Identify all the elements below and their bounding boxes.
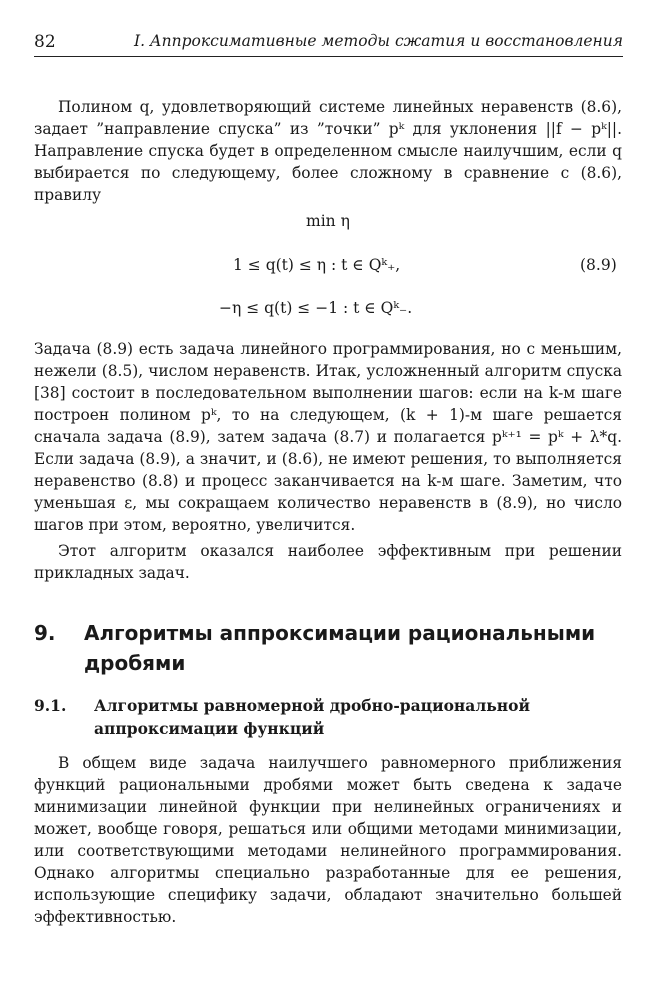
page-number: 82 bbox=[34, 32, 56, 52]
subsection-number: 9.1. bbox=[34, 696, 67, 715]
paragraph-algorithm: Задача (8.9) есть задача линейного программирования, но с меньшим, нежели (8.5), числом неравенств. Итак, усложненный алгоритм спуска [38] состоит в последовательном выполнении шагов: если на k-м шаге построен полином pᵏ, то на следующем, (k + 1)-м шаге решается сначала задача (8.9), затем задача (8.7) и полагается pᵏ⁺¹ = pᵏ + λ*q. Если задача (8.9), а значит, и (8.6), не имеют решения, то выполняется неравенство (8.8) и процесс заканчивается на k-м шаге. Заметим, что уменьшая ε, мы сокращаем количество неравенств в (8.9), но число шагов при этом, вероятно, увеличится. bbox=[34, 340, 622, 534]
equation-constraint-positive: 1 ≤ q(t) ≤ η : t ∈ Qᵏ₊, bbox=[233, 256, 401, 274]
equation-constraint-negative: −η ≤ q(t) ≤ −1 : t ∈ Qᵏ₋. bbox=[219, 299, 413, 317]
equation-number: (8.9) bbox=[580, 256, 617, 274]
subsection-title: Алгоритмы равномерной дробно-рациональной аппроксимации функций bbox=[94, 696, 530, 738]
section-title: Алгоритмы аппроксимации рациональными дробями bbox=[84, 621, 596, 675]
paragraph-intro: Полином q, удовлетворяющий системе линейных неравенств (8.6), задает ”направление спуска” из ”точки” pᵏ для уклонения ||f − pᵏ||. Направление спуска будет в определенном смысле наилучшим, если q выбирается по следующему, более сложному в сравнение с (8.6), правилу bbox=[34, 98, 622, 204]
paragraph-section-body: В общем виде задача наилучшего равномерного приближения функций рациональными дробями может быть сведена к задаче минимизации линейной функции при нелинейных ограничениях и может, вообще говоря, решаться или общими методами минимизации, или соответствующими методами нелинейного программирования. Однако алгоритмы специально разработанные для ее решения, использующие специфику задачи, обладают значительно большей эффективностью. bbox=[34, 754, 622, 926]
section-number: 9. bbox=[34, 621, 56, 645]
paragraph-conclusion: Этот алгоритм оказался наиболее эффективным при решении прикладных задач. bbox=[34, 542, 622, 582]
running-header bbox=[34, 32, 623, 57]
section-heading bbox=[34, 618, 622, 678]
equation-objective: min η bbox=[306, 212, 350, 230]
running-title: I. Аппроксимативные методы сжатия и восстановления bbox=[133, 32, 623, 50]
subsection-heading bbox=[34, 694, 622, 740]
